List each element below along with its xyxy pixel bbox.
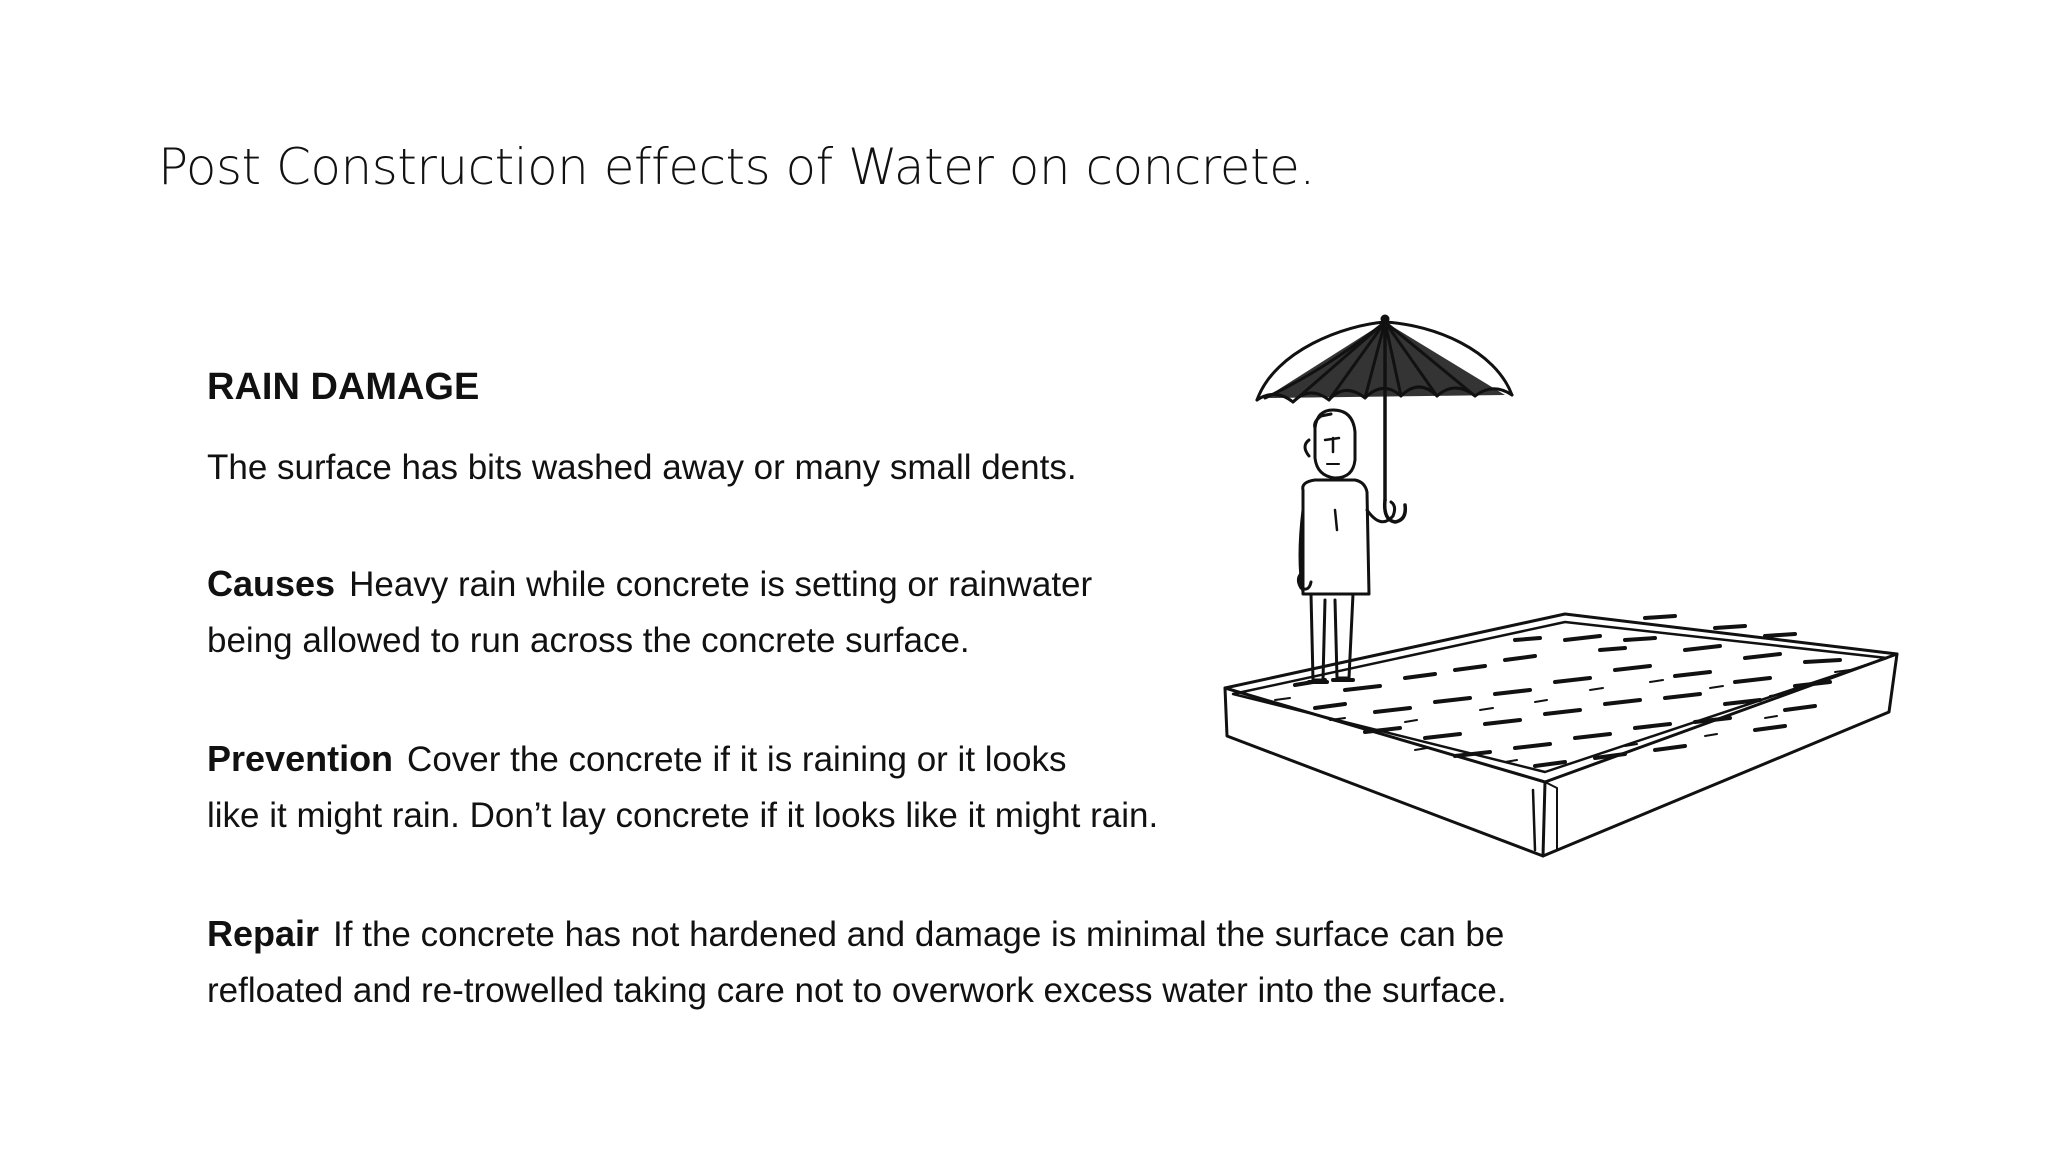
repair-line-1: If the concrete has not hardened and damage is minimal the surface can be [333, 915, 1505, 954]
person-with-umbrella-slab-illustration [1205, 310, 1905, 860]
prevention-line-1: Cover the concrete if it is raining or it looks [407, 740, 1067, 779]
causes-paragraph [207, 556, 1092, 669]
prevention-label: Prevention [207, 738, 394, 779]
description-text: The surface has bits washed away or many small dents. [207, 448, 1077, 487]
description-paragraph [207, 440, 1077, 496]
section-heading: RAIN DAMAGE [207, 366, 480, 408]
prevention-paragraph [207, 731, 1158, 844]
slide-title: Post Construction effects of Water on concrete. [158, 138, 1315, 196]
concrete-slab-icon [1225, 614, 1897, 856]
repair-label: Repair [207, 913, 320, 954]
repair-line-2: refloated and re-trowelled taking care not to overwork excess water into the surface. [207, 971, 1507, 1010]
repair-paragraph [207, 906, 1507, 1019]
umbrella-icon [1257, 316, 1512, 522]
causes-label: Causes [207, 563, 336, 604]
person-icon [1298, 410, 1394, 682]
causes-line-1: Heavy rain while concrete is setting or rainwater [349, 565, 1093, 604]
causes-line-2: being allowed to run across the concrete surface. [207, 621, 970, 660]
prevention-line-2: like it might rain. Don’t lay concrete if it looks like it might rain. [207, 796, 1159, 835]
